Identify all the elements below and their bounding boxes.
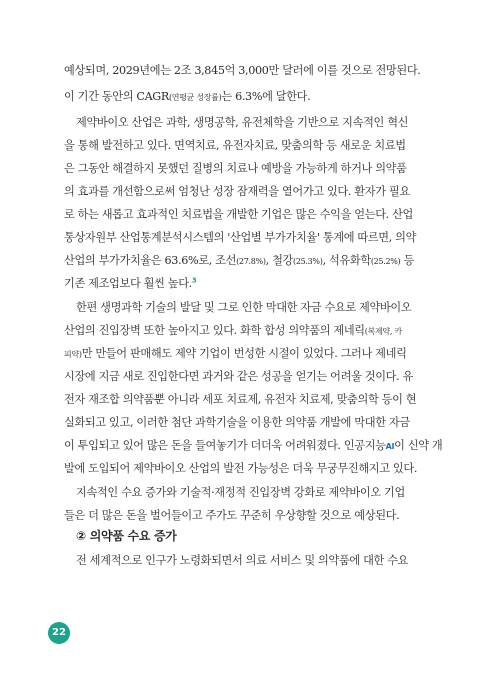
paragraph-line: 의 효과를 개선함으로써 엄청난 성장 잠재력을 열어가고 있다. 환자가 필요 [64, 185, 410, 198]
paragraph-line: 예상되며, 2029년에는 2조 3,845억 3,000만 달러에 이를 것으로 전망된다. [64, 64, 421, 77]
annotation-text: 피약) [64, 350, 82, 359]
paragraph-line: 지속적인 수요 증가와 기술적·재정적 진입장벽 강화로 제약바이오 기업 [76, 486, 405, 499]
paragraph-line: 전자 재조합 의약품뿐 아니라 세포 치료제, 유전자 치료제, 맞춤의학 등이 현 [64, 393, 417, 406]
page-number-badge: 22 [48, 622, 70, 644]
paragraph-line: 시장에 지금 새로 진입한다면 과거와 같은 성공을 얻기는 어려울 것이다. 유 [64, 370, 413, 383]
text-run: 산업의 진입장벽 또한 높아지고 있다. 화학 합성 의약품의 제네릭 [64, 324, 365, 337]
paragraph-line: 실화되고 있고, 이러한 첨단 과학기술을 이용한 의약품 개발에 막대한 자금 [64, 416, 410, 429]
paragraph-line: 들은 더 많은 돈을 벌어들이고 주가도 꾸준히 우상향할 것으로 예상된다. [64, 509, 400, 522]
text-run: , 석유화학 [322, 254, 371, 267]
paragraph-line [64, 89, 460, 106]
text-run: 는 6.3%에 달한다. [221, 90, 311, 103]
paragraph-line [64, 438, 460, 455]
annotation-text: (복제약, 카 [364, 327, 402, 336]
annotation-text: (25.3%) [293, 257, 323, 266]
paragraph-line [64, 276, 460, 292]
text-run: 기존 제조업보다 훨씬 높다. [64, 277, 192, 290]
paragraph-line: 통상자원부 산업통계분석시스템의 '산업별 부가가치율' 통계에 따르면, 의약 [64, 231, 417, 244]
paragraph-line [64, 323, 460, 340]
section-heading: ② 의약품 수요 증가 [76, 529, 177, 543]
footnote-marker[interactable]: 3 [191, 276, 197, 285]
text-run: 만 만들어 판매해도 제약 기업이 번성한 시절이 있었다. 그러나 제네릭 [81, 347, 407, 360]
annotation-text: (27.8%) [236, 257, 266, 266]
text-run: , 철강 [265, 254, 293, 267]
paragraph-line: 제약바이오 산업은 과학, 생명공학, 유전체학을 기반으로 지속적인 혁신 [76, 116, 409, 129]
annotation-text: AI [385, 442, 395, 451]
paragraph-line: 전 세계적으로 인구가 노령화되면서 의료 서비스 및 의약품에 대한 수요 [76, 554, 409, 567]
annotation-text: (25.2%) [370, 257, 401, 266]
text-run: 이 신약 개 [394, 439, 443, 452]
text-run: 이 기간 동안의 CAGR [64, 90, 169, 103]
paragraph-line: 로 하는 새롭고 효과적인 치료법을 개발한 기업은 많은 수익을 얻는다. 산업 [64, 208, 413, 221]
text-run: 등 [400, 254, 415, 267]
paragraph-line [64, 253, 460, 270]
paragraph-line: 한편 생명과학 기술의 발달 및 그로 인한 막대한 자금 수요로 제약바이오 [76, 301, 412, 314]
text-run: 산업의 부가가치율은 63.6%로, 조선 [64, 254, 237, 267]
annotation-text: (연평균 성장률) [168, 93, 222, 102]
paragraph-line [64, 346, 460, 363]
paragraph-line: 은 그동안 해결하지 못했던 질병의 치료나 예방을 가능하게 하거나 의약품 [64, 162, 407, 175]
text-run: 이 투입되고 있어 많은 돈을 들여놓기가 더더욱 어려워졌다. 인공지능 [64, 439, 386, 452]
paragraph-line: 을 통해 발전하고 있다. 면역치료, 유전자치료, 맞춤의학 등 새로운 치료법 [64, 139, 406, 152]
paragraph-line: 발에 도입되어 제약바이오 산업의 발전 가능성은 더욱 무궁무진해지고 있다. [64, 462, 418, 475]
